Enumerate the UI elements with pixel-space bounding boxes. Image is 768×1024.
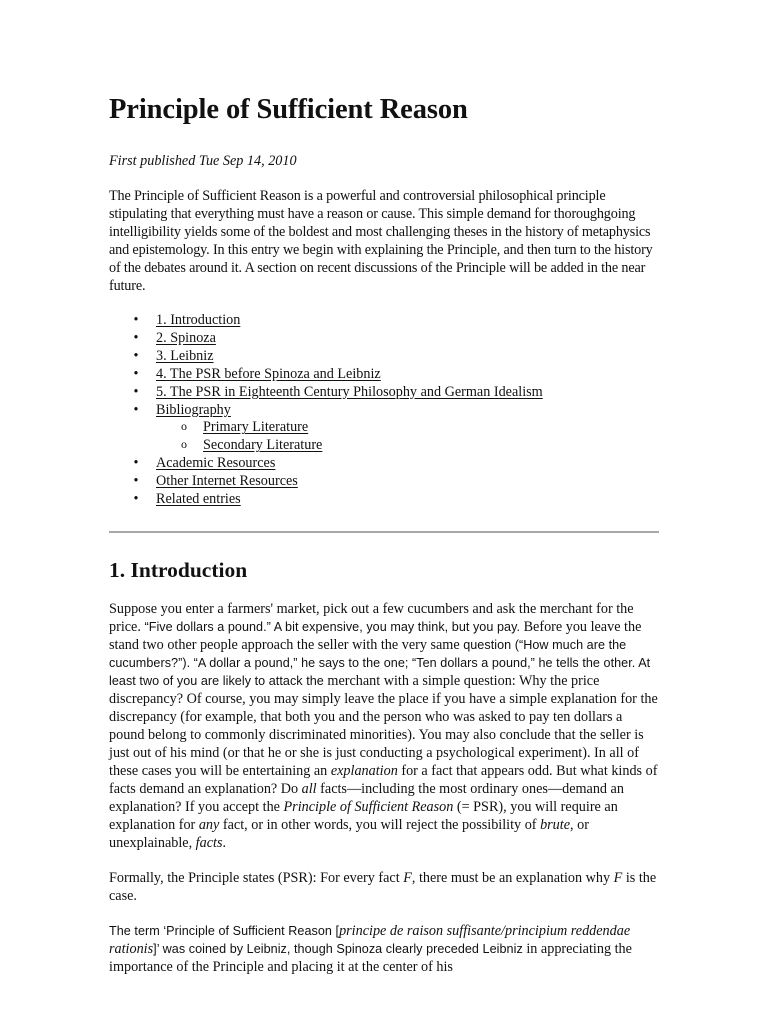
publication-date: First published Tue Sep 14, 2010 (109, 153, 297, 169)
emphasis-text: principe de raison suffisante/principium reddendae rationis (109, 923, 631, 957)
bullet-icon: • (133, 383, 139, 400)
toc-link-psr-before[interactable]: 4. The PSR before Spinoza and Leibniz (156, 365, 381, 382)
toc-item-introduction (109, 312, 659, 330)
toc-link-secondary-literature[interactable]: Secondary Literature (203, 437, 323, 454)
section-divider (109, 531, 659, 533)
toc-item-bibliography (109, 402, 659, 456)
toc-item-spinoza (109, 330, 659, 348)
emphasis-text: brute (540, 817, 571, 833)
page-title: Principle of Sufficient Reason (109, 94, 468, 125)
intro-paragraph-1 (109, 600, 659, 852)
circle-bullet-icon: o (181, 419, 187, 434)
text-run: question (“How much are the cucumbers?”). “A dollar a pound,” he says to the one; “Ten dollars a pound,” he tells the other. At least two of you are likely to attack the (109, 638, 651, 688)
emphasis-text: Principle of Sufficient Reason (283, 799, 454, 815)
bullet-icon: • (133, 455, 139, 472)
toc-item-leibniz (109, 348, 659, 366)
section-heading: 1. Introduction (109, 558, 248, 582)
toc-link-spinoza[interactable]: 2. Spinoza (156, 329, 216, 346)
emphasis-text: explanation (330, 763, 398, 779)
bullet-icon: • (133, 347, 139, 364)
abstract-paragraph: The Principle of Sufficient Reason is a powerful and controversial philosophical principle stipulating that everything must have a reason or cause. This simple demand for thoroughgoing intelligibility yields some of the boldest and most challenging theses in the history of metaphysics and epistemology. In this entry we begin with explaining the Principle, and then turn to the history of the debates around it. A section on recent discussions of the Principle will be added in the near future. (109, 188, 653, 294)
text-run: (= PSR), you will require an explanation for (109, 799, 618, 833)
toc-link-psr-eighteenth[interactable]: 5. The PSR in Eighteenth Century Philosophy and German Idealism (156, 383, 543, 400)
bullet-icon: • (133, 401, 139, 418)
bullet-icon: • (133, 473, 139, 490)
toc-link-introduction[interactable]: 1. Introduction (156, 312, 241, 328)
text-run: fact, or in other words, you will reject the possibility of (219, 817, 541, 833)
toc-item-related (109, 491, 659, 509)
entry-header (109, 92, 659, 509)
section-introduction (109, 556, 659, 976)
text-run: is the case. (109, 870, 657, 904)
text-run: “Five dollars a pound.” A bit expensive, you may think, but you pay. (144, 620, 521, 634)
emphasis-text: facts (195, 835, 223, 851)
table-of-contents (109, 312, 659, 509)
toc-link-bibliography[interactable]: Bibliography (156, 401, 231, 418)
bullet-icon: • (133, 491, 139, 508)
circle-bullet-icon: o (181, 437, 187, 452)
intro-paragraph-3 (109, 922, 659, 976)
toc-link-primary-literature[interactable]: Primary Literature (203, 419, 309, 436)
text-run: merchant with a simple question: Why the price discrepancy? Of course, you may simply leave the place if you have a simple explanation for the discrepancy (for example, that both you and the person who was asked to pay ten dollars a pound belong to commonly discriminated minorities). You may also conclude that the seller is just out of his mind (or that he or she is just conducting a psychological experiment). In all of these cases you will be entertaining an (109, 673, 658, 779)
text-run: facts—including the most ordinary ones—demand an explanation? If you accept the (109, 781, 624, 815)
emphasis-text: any (198, 817, 220, 833)
intro-paragraph-2 (109, 869, 659, 905)
text-run: Suppose you enter a farmers' market, pick out a few cucumbers and ask the merchant for the price. (109, 601, 634, 635)
text-run: ]’ was coined by Leibniz, though Spinoza clearly preceded Leibniz (153, 942, 523, 956)
text-run: , there must be an explanation why (411, 870, 614, 886)
text-run: for a fact that appears odd. But what kinds of facts demand an explanation? Do (109, 763, 658, 797)
bullet-icon: • (133, 365, 139, 382)
emphasis-text: all (301, 781, 317, 797)
text-run: . (222, 835, 227, 851)
bullet-icon: • (133, 329, 139, 346)
toc-subitem-secondary (156, 437, 659, 455)
toc-link-internet-resources[interactable]: Other Internet Resources (156, 473, 298, 490)
toc-item-psr-before (109, 366, 659, 384)
bibliography-subsections (156, 419, 659, 455)
text-run: , or unexplainable, (109, 817, 589, 851)
toc-item-academic (109, 455, 659, 473)
toc-link-leibniz[interactable]: 3. Leibniz (156, 347, 214, 364)
emphasis-text: F (403, 870, 412, 886)
emphasis-text: F (613, 870, 623, 886)
toc-item-internet (109, 473, 659, 491)
text-run: Before you leave the stand two other people approach the seller with the very same (109, 619, 642, 653)
bullet-icon: • (133, 312, 139, 328)
text-run: Formally, the Principle states (PSR): For every fact (109, 870, 404, 886)
toc-item-psr-eighteenth (109, 384, 659, 402)
toc-link-academic-resources[interactable]: Academic Resources (156, 455, 276, 472)
text-run: in appreciating the importance of the Principle and placing it at the center of his (109, 941, 632, 975)
text-run: The term ‘Principle of Sufficient Reason [ (109, 924, 340, 938)
toc-subitem-primary (156, 419, 659, 437)
toc-link-related-entries[interactable]: Related entries (156, 491, 241, 508)
